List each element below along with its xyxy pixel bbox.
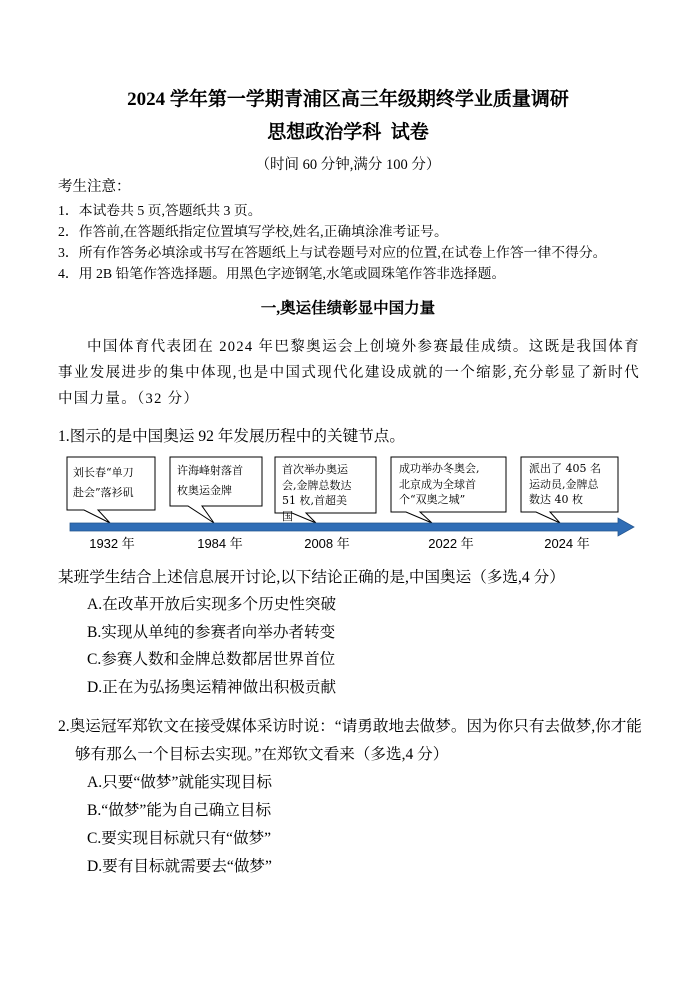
notice-heading: 考生注意： [58, 179, 131, 195]
question-1-options [87, 591, 336, 702]
section-heading: 一,奥运佳绩彰显中国力量 [260, 300, 436, 317]
year-label: 2024 年 [544, 536, 590, 551]
notice-list [58, 200, 668, 284]
question-1-stem: 1.图示的是中国奥运 92 年发展历程中的关键节点。 [58, 428, 405, 445]
year-label: 1984 年 [197, 536, 243, 551]
option-b: B.“做梦”能为自己确立目标 [87, 802, 272, 819]
notice-item: 1．本试卷共 5 页,答题纸共 3 页。 [58, 203, 262, 218]
exam-time-info: （时间 60 分钟,满分 100 分） [255, 157, 441, 173]
question-2-options [87, 769, 272, 881]
question-2-stem: 2.奥运冠军郑钦文在接受媒体采访时说：“请勇敢地去做梦。因为你只有去做梦,你才能够有那么一个目标去实现。”在郑钦文看来（多选,4 分） [58, 718, 642, 763]
option-d: D.要有目标就需要去“做梦” [87, 858, 272, 875]
option-c: C.要实现目标就只有“做梦” [87, 830, 272, 847]
callout-text: 成功举办冬奥会,北京成为全球首个“双奥之城” [399, 462, 480, 506]
year-label: 2022 年 [428, 536, 474, 551]
notice-item: 2．作答前,在答题纸指定位置填写学校,姓名,正确填涂准考证号。 [58, 224, 448, 239]
callout-text: 许海峰射落首枚奥运金牌 [177, 464, 243, 497]
notice-item: 3．所有作答务必填涂或书写在答题纸上与试卷题号对应的位置,在试卷上作答一律不得分。 [58, 245, 607, 260]
option-c: C.参赛人数和金牌总数都居世界首位 [87, 651, 336, 669]
exam-title: 2024 学年第一学期青浦区高三年级期终学业质量调研 [127, 89, 569, 110]
year-label: 2008 年 [304, 536, 350, 551]
callout-text: 派出了 405 名运动员,金牌总数达 40 枚 [529, 462, 601, 506]
year-label: 1932 年 [89, 536, 135, 551]
option-d: D.正在为弘扬奥运精神做出积极贡献 [87, 679, 337, 697]
option-a: A.在改革开放后实现多个历史性突破 [87, 596, 337, 613]
section-intro: 中国体育代表团在 2024 年巴黎奥运会上创境外参赛最佳成绩。这既是我国体育事业发展进步的集中体现,也是中国式现代化建设成就的一个缩影,充分彰显了新时代中国力量。（32 分） [58, 339, 640, 407]
question-1-prompt: 某班学生结合上述信息展开讨论,以下结论正确的是,中国奥运（多选,4 分） [58, 569, 565, 586]
callout-text: 刘长春“单刀赴会”落衫矶 [73, 466, 134, 499]
option-b: B.实现从单纯的参赛者向举办者转变 [87, 623, 336, 641]
callout-text: 首次举办奥运会,金牌总数达 51 枚,首超美国 [282, 463, 352, 523]
notice-item: 4．用 2B 铅笔作答选择题。用黑色字迹钢笔,水笔或圆珠笔作答非选择题。 [58, 266, 506, 281]
exam-subtitle: 思想政治学科 试卷 [267, 122, 429, 143]
option-a: A.只要“做梦”就能实现目标 [87, 774, 272, 791]
